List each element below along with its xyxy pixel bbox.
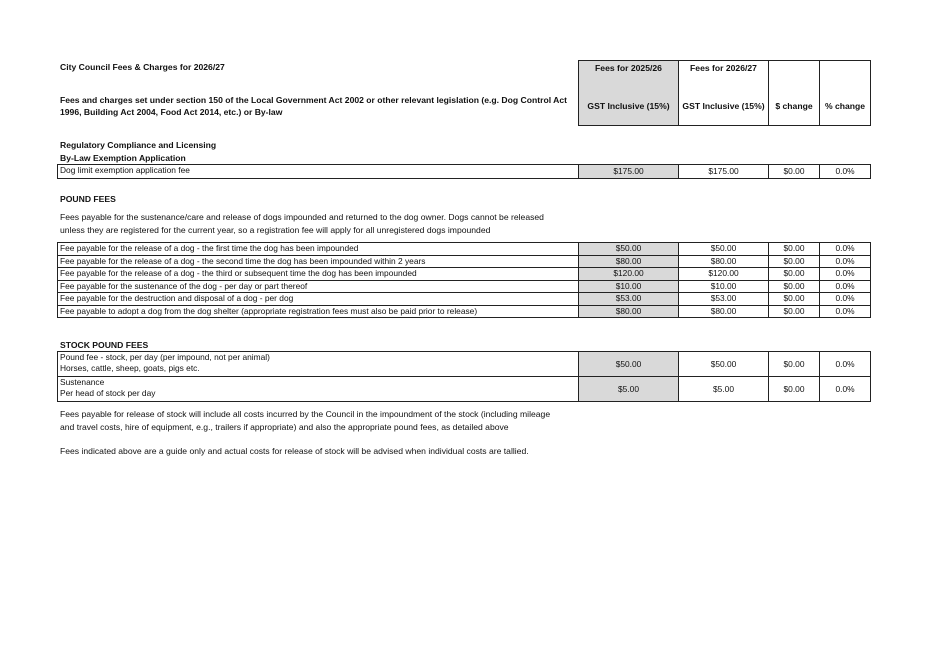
- pound-row-fee-2025-26: $120.00: [578, 267, 679, 281]
- pound-row-label: Fee payable for the release of a dog - the first time the dog has been impounded: [57, 242, 579, 256]
- stock-row-fee-2025-26: $5.00: [578, 376, 679, 402]
- header-col-fees-2026-27: [678, 60, 769, 126]
- pound-row-dollar-change: $0.00: [768, 255, 820, 269]
- header-col-fees-2025-26-gst: GST Inclusive (15%): [587, 101, 670, 111]
- stock-row-label-line1: Pound fee - stock, per day (per impound, not per animal): [60, 352, 270, 362]
- pound-fees-note-line1: Fees payable for the sustenance/care and release of dogs impounded and returned to the dog owner. Dogs cannot be released: [60, 212, 544, 222]
- section-bylaw-subheading: By-Law Exemption Application: [60, 153, 186, 163]
- stock-row-pct-change: 0.0%: [819, 351, 871, 377]
- stock-row-fee-2025-26: $50.00: [578, 351, 679, 377]
- stock-row-label-line2: Horses, cattle, sheep, goats, pigs etc.: [60, 363, 200, 373]
- pound-row-fee-2025-26: $10.00: [578, 280, 679, 294]
- header-col-fees-2026-27-title: Fees for 2026/27: [690, 63, 757, 73]
- stock-row-label-line1: Sustenance: [60, 377, 105, 387]
- pound-row-fee-2026-27: $80.00: [678, 305, 769, 319]
- pound-row-pct-change: 0.0%: [819, 255, 871, 269]
- pound-row-pct-change: 0.0%: [819, 292, 871, 306]
- pound-row-fee-2026-27: $50.00: [678, 242, 769, 256]
- pound-row-label: Fee payable to adopt a dog from the dog shelter (appropriate registration fees must also be paid prior to release): [57, 305, 579, 319]
- pound-row-dollar-change: $0.00: [768, 305, 820, 319]
- stock-row-label: [57, 351, 579, 377]
- pound-row-fee-2026-27: $80.00: [678, 255, 769, 269]
- pound-row-fee-2025-26: $80.00: [578, 255, 679, 269]
- pound-row-dollar-change: $0.00: [768, 280, 820, 294]
- pound-row-label: Fee payable for the sustenance of the dog - per day or part thereof: [57, 280, 579, 294]
- pound-row-fee-2026-27: $53.00: [678, 292, 769, 306]
- row-dollar-change: $0.00: [768, 164, 820, 179]
- pound-row-label: Fee payable for the destruction and disposal of a dog - per dog: [57, 292, 579, 306]
- header-col-pct-change-label: % change: [824, 101, 866, 111]
- pound-row-dollar-change: $0.00: [768, 292, 820, 306]
- pound-row-pct-change: 0.0%: [819, 280, 871, 294]
- pound-row-label: Fee payable for the release of a dog - the third or subsequent time the dog has been impounded: [57, 267, 579, 281]
- row-fee-2025-26: $175.00: [578, 164, 679, 179]
- stock-note-line3: Fees indicated above are a guide only and actual costs for release of stock will be advised when individual costs are tallied.: [60, 446, 529, 456]
- stock-row-label-line2: Per head of stock per day: [60, 388, 156, 398]
- stock-row-dollar-change: $0.00: [768, 351, 820, 377]
- pound-row-pct-change: 0.0%: [819, 242, 871, 256]
- document-title: City Council Fees & Charges for 2026/27: [60, 62, 225, 72]
- stock-row-label: [57, 376, 579, 402]
- pound-row-fee-2025-26: $53.00: [578, 292, 679, 306]
- header-col-fees-2025-26: [578, 60, 679, 126]
- pound-row-fee-2025-26: $80.00: [578, 305, 679, 319]
- stock-row-pct-change: 0.0%: [819, 376, 871, 402]
- document-subtitle-line2: 1996, Building Act 2004, Food Act 2014, etc.) or By-law: [60, 107, 283, 117]
- row-fee-2026-27: $175.00: [678, 164, 769, 179]
- pound-row-dollar-change: $0.00: [768, 242, 820, 256]
- document-subtitle-line1: Fees and charges set under section 150 of the Local Government Act 2002 or other relevant legislation (e.g. Dog Control Act: [60, 95, 567, 105]
- pound-row-fee-2026-27: $120.00: [678, 267, 769, 281]
- section-regulatory-heading: Regulatory Compliance and Licensing: [60, 140, 217, 150]
- stock-pound-fees-heading: STOCK POUND FEES: [60, 340, 149, 350]
- pound-row-dollar-change: $0.00: [768, 267, 820, 281]
- header-col-pct-change: [819, 60, 871, 126]
- stock-row-dollar-change: $0.00: [768, 376, 820, 402]
- pound-row-fee-2025-26: $50.00: [578, 242, 679, 256]
- stock-row-fee-2026-27: $5.00: [678, 376, 769, 402]
- pound-row-pct-change: 0.0%: [819, 305, 871, 319]
- pound-row-fee-2026-27: $10.00: [678, 280, 769, 294]
- row-pct-change: 0.0%: [819, 164, 871, 179]
- stock-note-line2: and travel costs, hire of equipment, e.g., trailers if appropriate) and also the appropriate pound fees, as detailed above: [60, 422, 509, 432]
- pound-row-pct-change: 0.0%: [819, 267, 871, 281]
- header-col-dollar-change: [768, 60, 820, 126]
- pound-fees-note-line2: unless they are registered for the current year, so a registration fee will apply for all unregistered dogs impounded: [60, 225, 491, 235]
- header-col-fees-2025-26-title: Fees for 2025/26: [595, 63, 662, 73]
- row-label: Dog limit exemption application fee: [57, 164, 579, 179]
- pound-row-label: Fee payable for the release of a dog - the second time the dog has been impounded within 2 years: [57, 255, 579, 269]
- pound-fees-heading: POUND FEES: [60, 194, 116, 204]
- stock-note-line1: Fees payable for release of stock will include all costs incurred by the Council in the impoundment of the stock (including mileage: [60, 409, 551, 419]
- header-col-fees-2026-27-gst: GST Inclusive (15%): [682, 101, 765, 111]
- stock-row-fee-2026-27: $50.00: [678, 351, 769, 377]
- header-col-dollar-change-label: $ change: [775, 101, 813, 111]
